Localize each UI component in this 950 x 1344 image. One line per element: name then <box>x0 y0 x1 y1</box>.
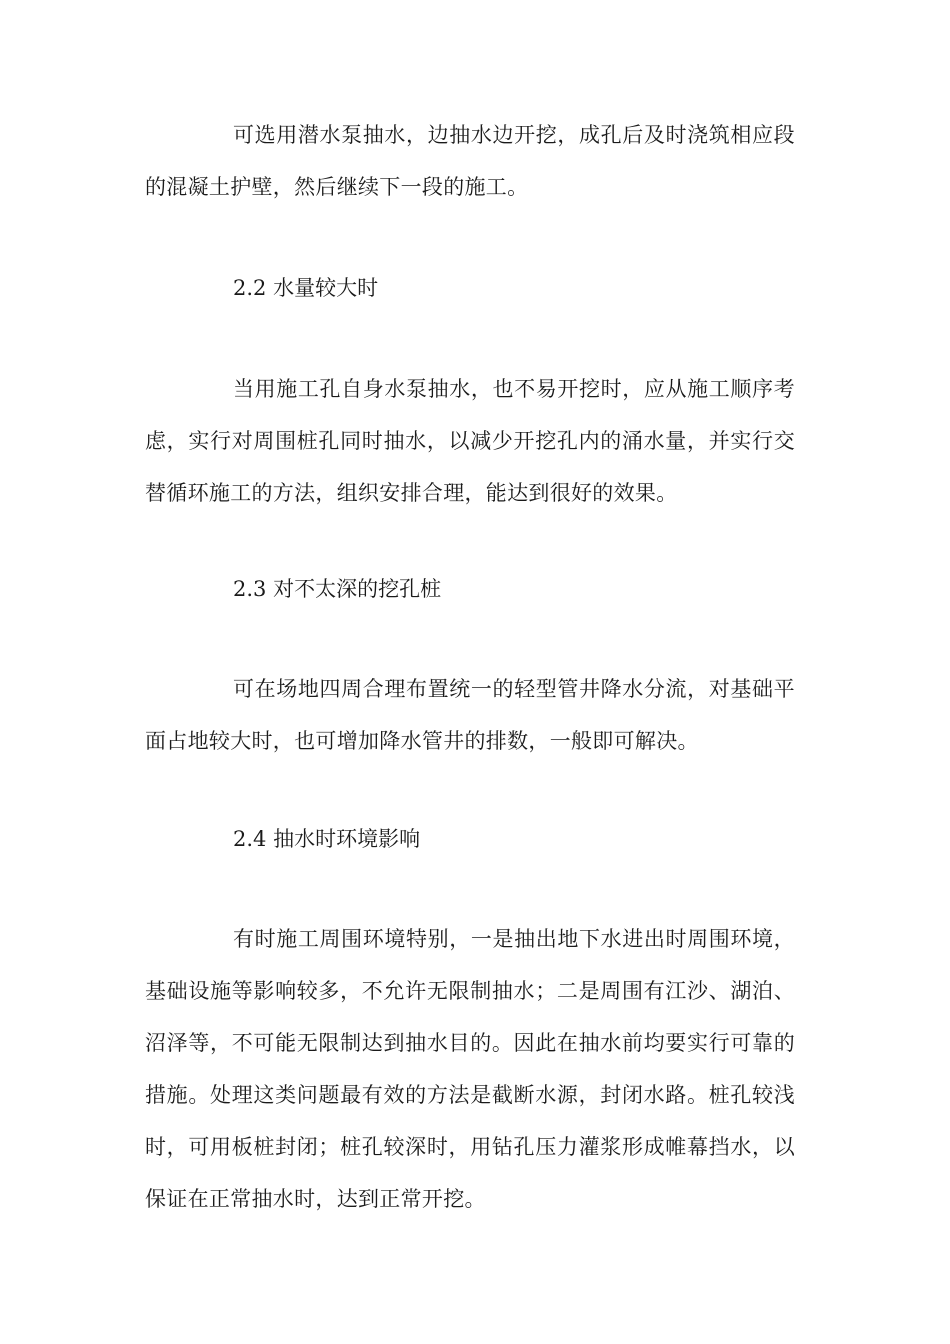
body-paragraph: 可选用潜水泵抽水，边抽水边开挖，成孔后及时浇筑相应段的混凝土护壁，然后继续下一段的施工。 <box>145 123 795 199</box>
body-paragraph: 当用施工孔自身水泵抽水，也不易开挖时，应从施工顺序考虑，实行对周围桩孔同时抽水，以减少开挖孔内的涌水量，并实行交替循环施工的方法，组织安排合理，能达到很好的效果。 <box>145 377 795 505</box>
body-paragraph: 有时施工周围环境特别，一是抽出地下水进出时周围环境，基础设施等影响较多，不允许无限制抽水；二是周围有江沙、湖泊、沼泽等，不可能无限制达到抽水目的。因此在抽水前均要实行可靠的措施。处理这类问题最有效的方法是截断水源，封闭水路。桩孔较浅时，可用板桩封闭；桩孔较深时，用钻孔压力灌浆形成帷幕挡水，以保证在正常抽水时，达到正常开挖。 <box>145 927 795 1211</box>
section-heading: 2.4 抽水时环境影响 <box>233 827 421 851</box>
body-paragraph: 可在场地四周合理布置统一的轻型管井降水分流，对基础平面占地较大时，也可增加降水管井的排数，一般即可解决。 <box>145 677 795 753</box>
section-heading: 2.2 水量较大时 <box>233 276 379 300</box>
section-heading: 2.3 对不太深的挖孔桩 <box>233 577 442 601</box>
